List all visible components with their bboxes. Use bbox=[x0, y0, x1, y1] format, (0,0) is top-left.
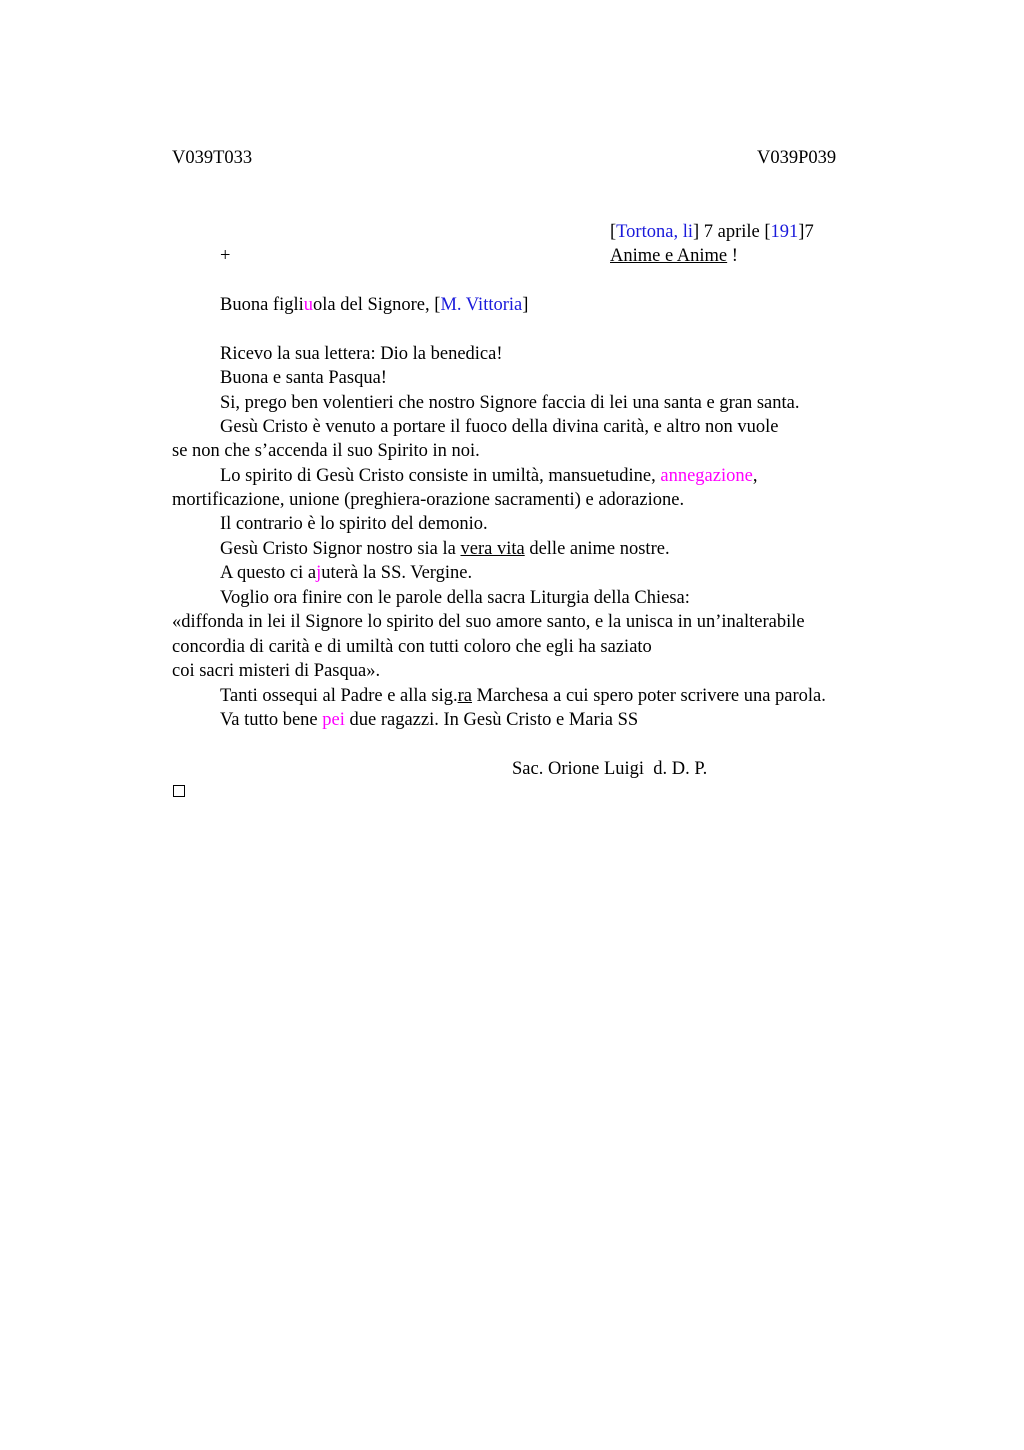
salutation-text-2: ola del Signore, [ bbox=[313, 295, 441, 315]
spelling-correction: j bbox=[316, 563, 322, 583]
body-line: Il contrario è lo spirito del demonio. bbox=[220, 514, 488, 534]
recipient-name: M. Vittoria bbox=[440, 295, 523, 315]
salutation bbox=[220, 294, 528, 316]
salutation-text-1: Buona figli bbox=[220, 295, 304, 315]
dateline-year-insert: 191 bbox=[770, 222, 799, 242]
body-line: «diffonda in lei il Signore lo spirito del suo amore santo, e la unisca in un’inalterabile bbox=[172, 612, 805, 632]
motto bbox=[610, 245, 738, 267]
body-line: Si, prego ben volentieri che nostro Signore faccia di lei una santa e gran santa. bbox=[220, 393, 800, 413]
body-line bbox=[220, 465, 757, 487]
body-line bbox=[220, 709, 638, 731]
body-text: Lo spirito di Gesù Cristo consiste in umiltà, mansuetudine, bbox=[220, 466, 661, 486]
motto-tail: ! bbox=[727, 246, 738, 266]
body-line: Ricevo la sua lettera: Dio la benedica! bbox=[220, 344, 503, 364]
signature: Sac. Orione Luigi d. D. P. bbox=[512, 759, 708, 779]
motto-text: Anime e Anime bbox=[610, 246, 728, 266]
spelling-correction: pei bbox=[322, 710, 345, 730]
body-line: se non che s’accenda il suo Spirito in noi. bbox=[172, 441, 480, 461]
body-text: Va tutto bene bbox=[220, 710, 323, 730]
body-line bbox=[220, 685, 826, 707]
underlined-abbreviation: ra bbox=[457, 686, 472, 706]
spelling-correction: annegazione bbox=[660, 466, 753, 486]
body-line: Voglio ora finire con le parole della sacra Liturgia della Chiesa: bbox=[220, 588, 690, 608]
body-line bbox=[220, 562, 472, 584]
body-text: , bbox=[752, 466, 758, 486]
body-line: Buona e santa Pasqua! bbox=[220, 368, 387, 388]
body-text: Tanti ossequi al Padre e alla sig. bbox=[220, 686, 458, 706]
body-text: A questo ci a bbox=[220, 563, 317, 583]
dateline bbox=[610, 221, 814, 243]
body-text: Marchesa a cui spero poter scrivere una parola. bbox=[471, 686, 826, 706]
body-text: due ragazzi. In Gesù Cristo e Maria SS bbox=[344, 710, 639, 730]
dateline-date: ] 7 aprile [ bbox=[692, 222, 771, 242]
end-of-document-square-icon bbox=[173, 785, 185, 797]
body-line: coi sacri misteri di Pasqua». bbox=[172, 661, 381, 681]
salutation-correction: u bbox=[303, 295, 314, 315]
body-line bbox=[220, 538, 670, 560]
body-line: concordia di carità e di umiltà con tutti coloro che egli ha saziato bbox=[172, 637, 652, 657]
underlined-phrase: vera vita bbox=[460, 539, 525, 559]
body-text: Gesù Cristo Signor nostro sia la bbox=[220, 539, 461, 559]
dateline-place: Tortona, li bbox=[616, 222, 693, 242]
dateline-bracket-open: [ bbox=[610, 222, 617, 242]
dateline-year-end: ]7 bbox=[798, 222, 814, 242]
body-text: uterà la SS. Vergine. bbox=[321, 563, 473, 583]
salutation-text-3: ] bbox=[522, 295, 529, 315]
volume-code-left: V039T033 bbox=[172, 148, 253, 168]
body-line: mortificazione, unione (preghiera-orazione sacramenti) e adorazione. bbox=[172, 490, 685, 510]
volume-code-right: V039P039 bbox=[757, 148, 837, 168]
cross-symbol: + bbox=[220, 246, 231, 266]
body-text: delle anime nostre. bbox=[524, 539, 670, 559]
body-line: Gesù Cristo è venuto a portare il fuoco della divina carità, e altro non vuole bbox=[220, 417, 779, 437]
